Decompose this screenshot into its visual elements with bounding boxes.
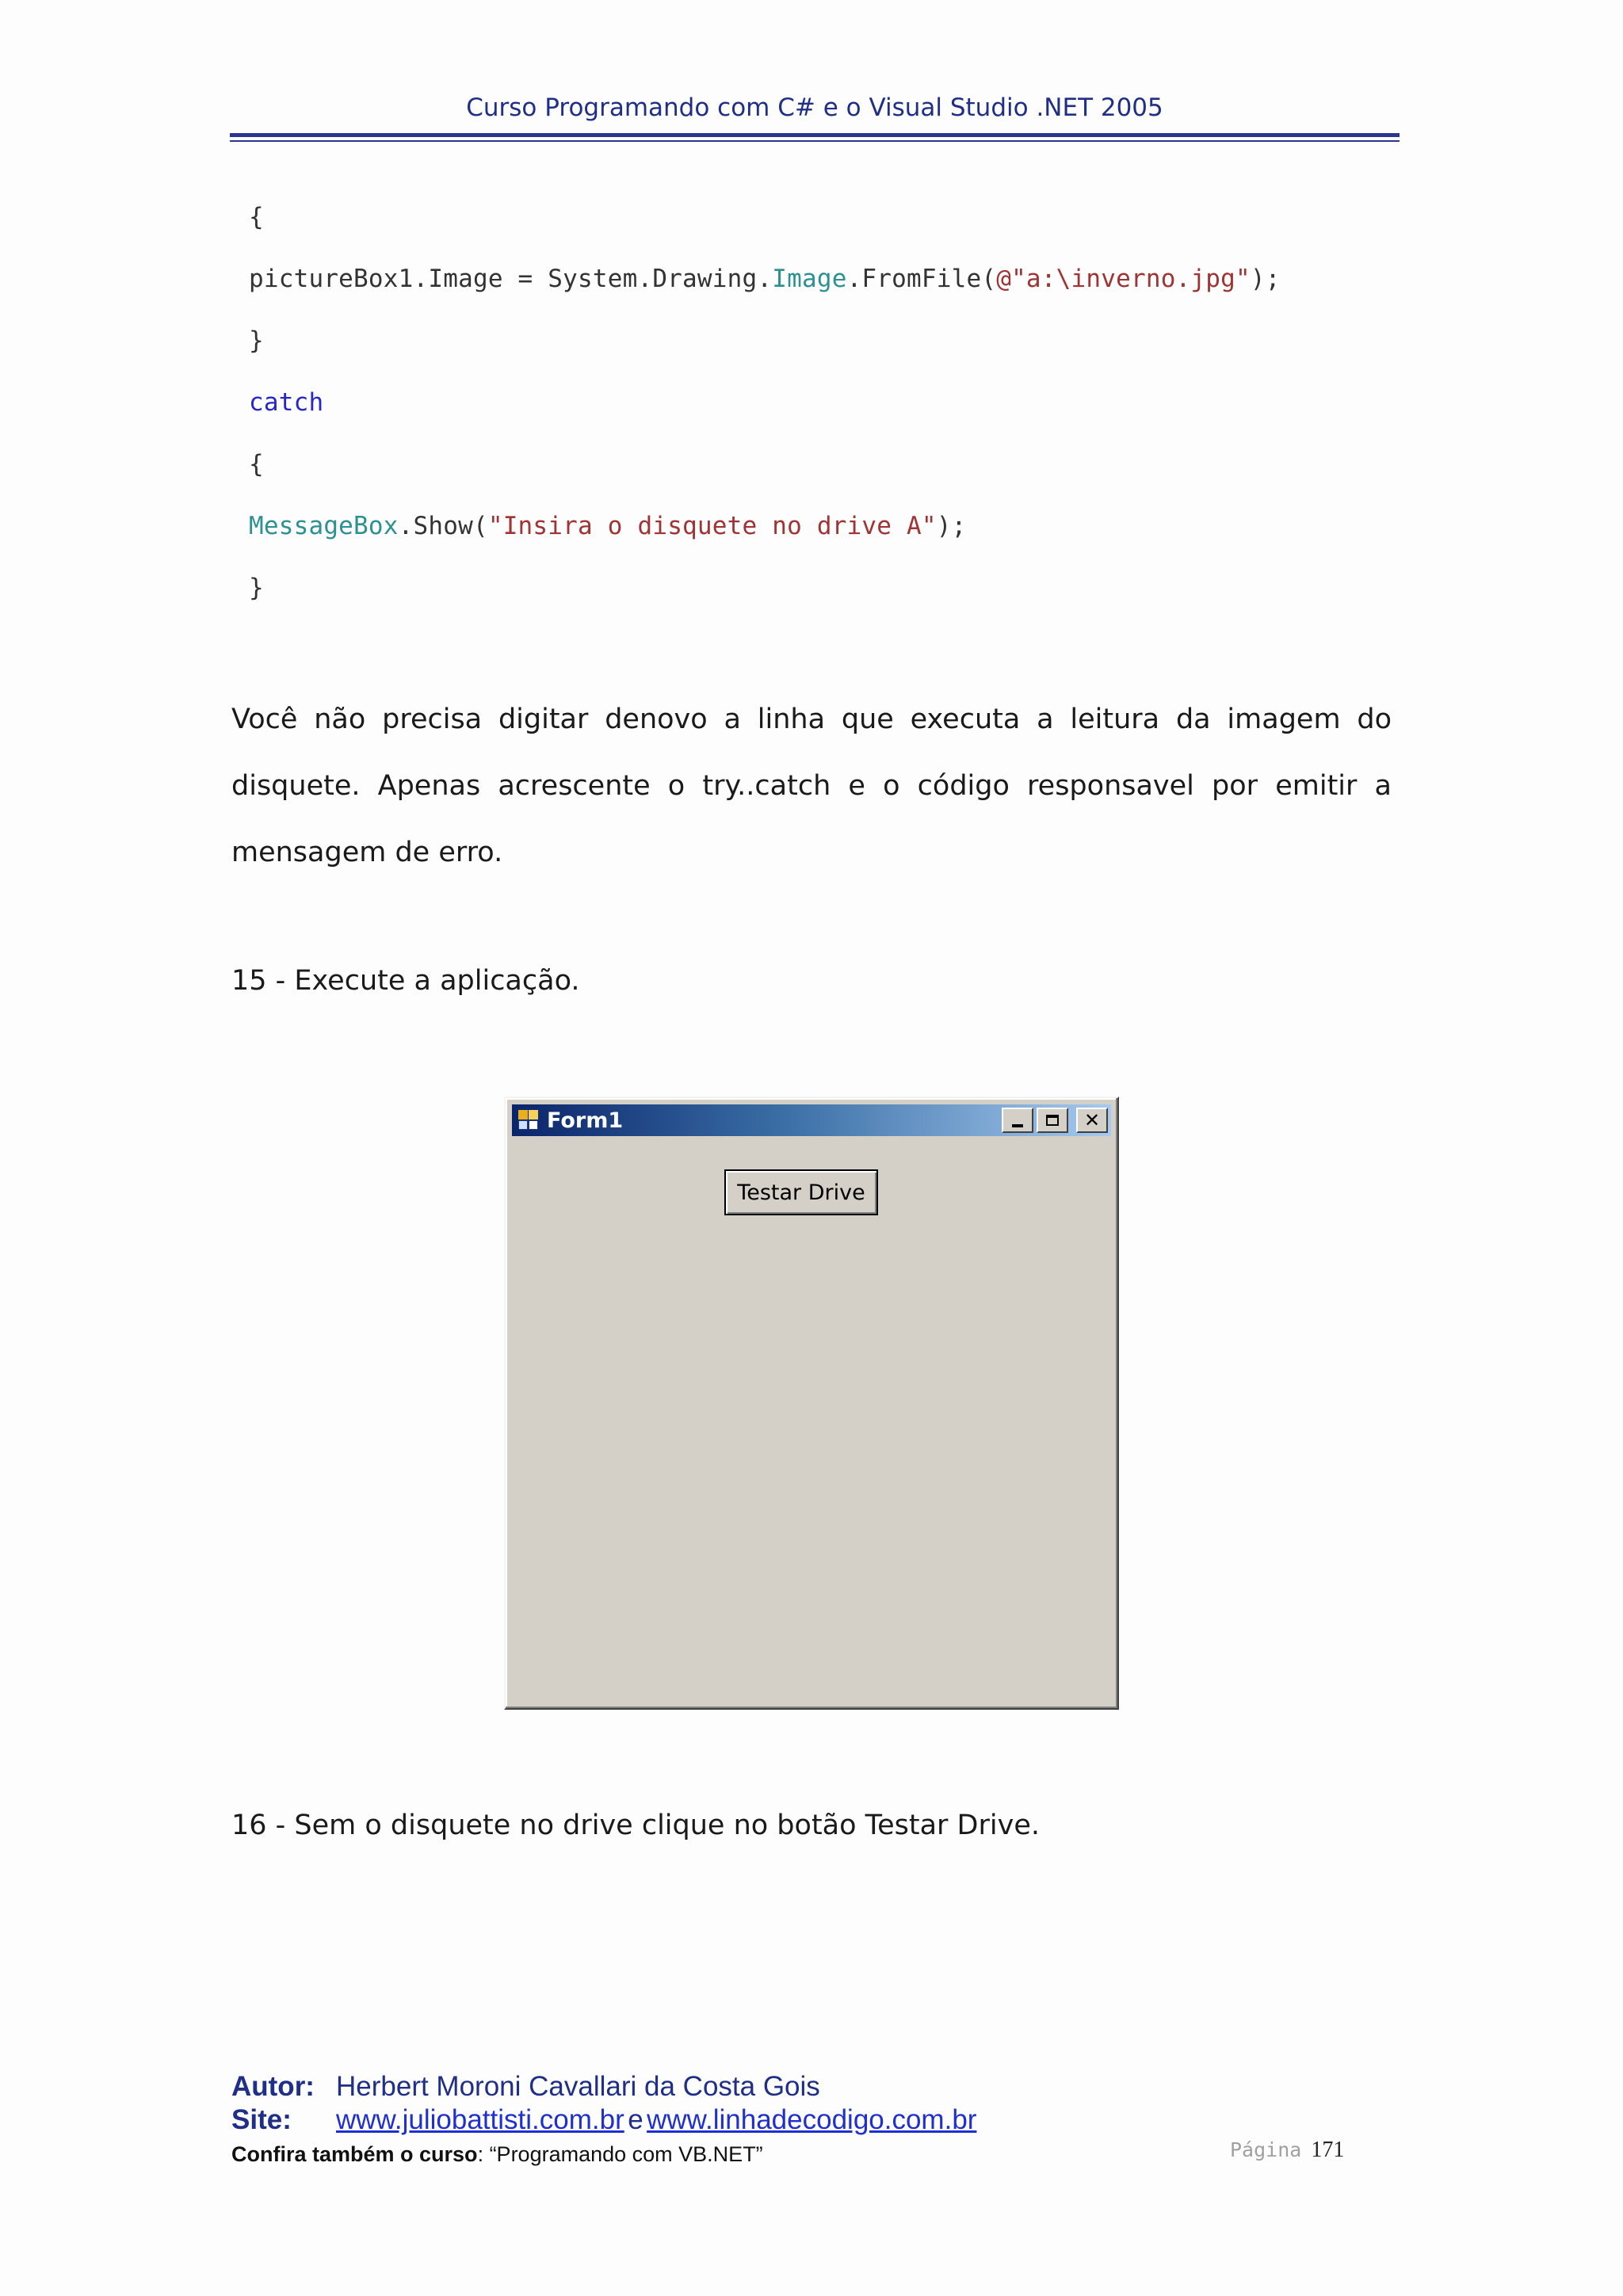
step-16-text: 16 - Sem o disquete no drive clique no botão Testar Drive. bbox=[231, 1810, 1040, 1841]
code-text: ); bbox=[1250, 265, 1281, 293]
code-line: } bbox=[249, 326, 264, 355]
page-label: Página bbox=[1230, 2138, 1302, 2161]
code-text: .FromFile( bbox=[846, 265, 997, 293]
footer-author-row bbox=[231, 2071, 820, 2103]
code-text: pictureBox1.Image = System.Drawing. bbox=[249, 265, 773, 293]
code-string: "Insira o disquete no drive A" bbox=[487, 512, 937, 540]
site-links bbox=[336, 2104, 976, 2136]
code-string: @"a:\inverno.jpg" bbox=[996, 265, 1251, 293]
confira-label: Confira também o curso bbox=[231, 2142, 478, 2166]
site-join: e bbox=[628, 2104, 643, 2135]
minimize-button[interactable] bbox=[1002, 1108, 1033, 1133]
step-15-text: 15 - Execute a aplicação. bbox=[231, 965, 580, 997]
maximize-button[interactable] bbox=[1037, 1108, 1068, 1133]
code-type: Image bbox=[772, 265, 847, 293]
minimize-icon bbox=[1012, 1124, 1023, 1127]
site-link-linhadecodigo[interactable]: www.linhadecodigo.com.br bbox=[647, 2104, 977, 2135]
code-type: MessageBox bbox=[249, 512, 399, 540]
maximize-icon bbox=[1046, 1115, 1059, 1126]
body-paragraph: Você não precisa digitar denovo a linha que executa a leitura da imagem do disquete. Apenas acrescente o try..catch e o código responsavel por emitir a mensagem de erro. bbox=[231, 704, 1392, 868]
site-label: Site: bbox=[231, 2104, 292, 2135]
form1-titlebar[interactable] bbox=[512, 1104, 1111, 1136]
code-line: { bbox=[249, 203, 264, 231]
close-button[interactable] bbox=[1076, 1108, 1108, 1133]
author-name: Herbert Moroni Cavallari da Costa Gois bbox=[336, 2071, 820, 2102]
code-text: .Show( bbox=[398, 512, 488, 540]
code-line bbox=[249, 512, 966, 540]
window-controls bbox=[1002, 1108, 1108, 1133]
window-title: Form1 bbox=[547, 1108, 624, 1133]
form1-window bbox=[504, 1097, 1119, 1710]
page-number bbox=[1230, 2138, 1344, 2163]
footer-confira-row bbox=[231, 2142, 763, 2167]
page-header-title: Curso Programando com C# e o Visual Studio .NET 2005 bbox=[466, 93, 1163, 122]
footer-site-row bbox=[231, 2104, 977, 2136]
page-number-value: 171 bbox=[1311, 2138, 1345, 2162]
header-rule bbox=[230, 133, 1400, 137]
code-line bbox=[249, 265, 1281, 293]
code-line: { bbox=[249, 450, 264, 479]
form-app-icon bbox=[517, 1108, 540, 1132]
code-text: ); bbox=[936, 512, 967, 540]
author-label: Autor: bbox=[231, 2071, 315, 2102]
site-link-juliobattisti[interactable]: www.juliobattisti.com.br bbox=[336, 2104, 624, 2135]
code-keyword-line: catch bbox=[249, 388, 324, 417]
testar-drive-button[interactable]: Testar Drive bbox=[724, 1169, 878, 1215]
confira-course: : “Programando com VB.NET” bbox=[477, 2142, 763, 2166]
close-icon: ✕ bbox=[1083, 1109, 1101, 1131]
header-rule-thin bbox=[230, 140, 1400, 142]
code-line: } bbox=[249, 574, 264, 602]
